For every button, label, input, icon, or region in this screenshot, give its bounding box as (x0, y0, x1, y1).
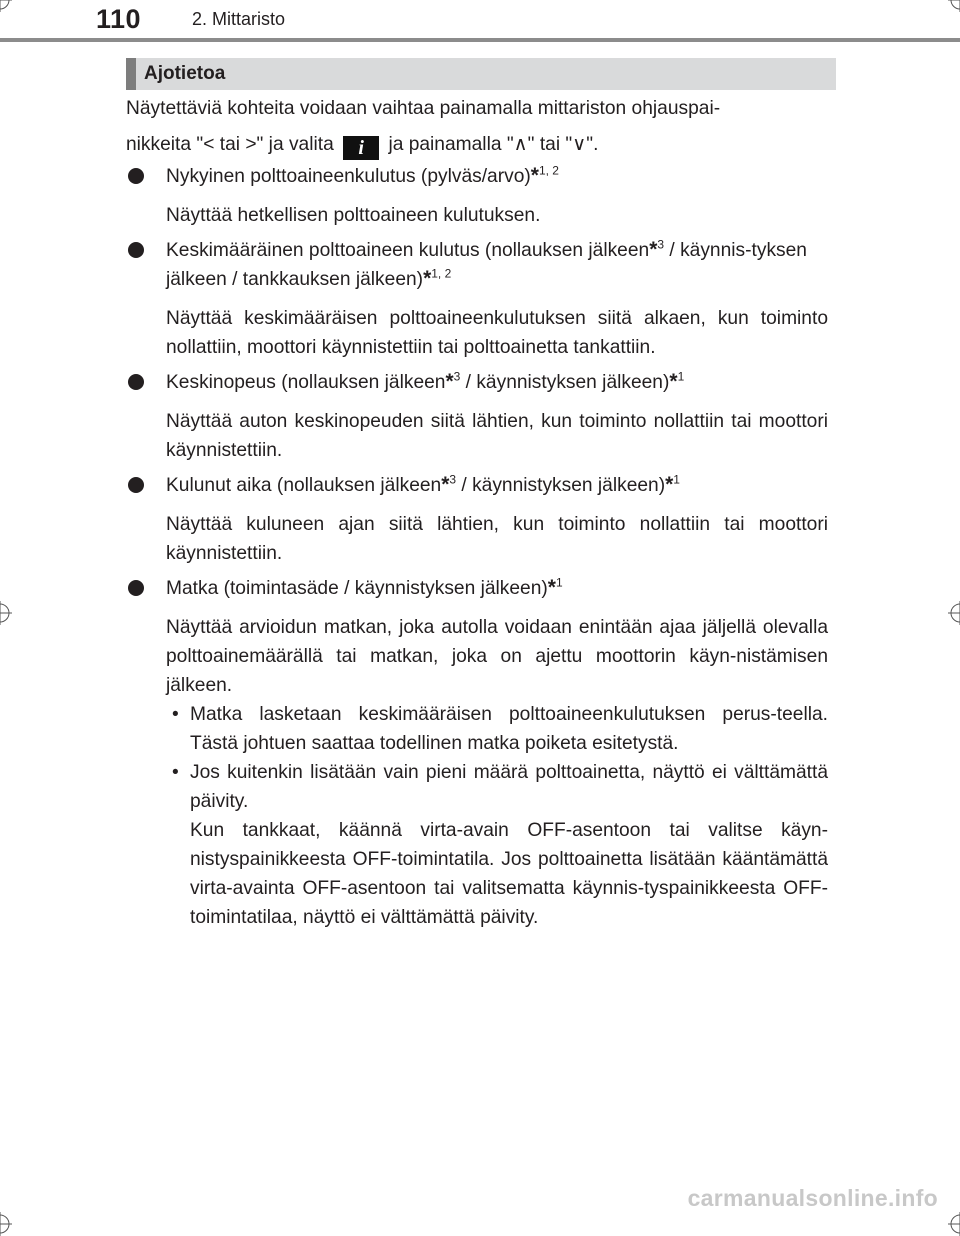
footnote-star: * (665, 473, 674, 496)
footnote-star: * (547, 576, 556, 599)
sub-bullet (126, 758, 828, 816)
bullet-dot-icon (128, 580, 144, 596)
section-heading-bar (126, 58, 836, 90)
intro-line-2-end: ja painamalla "∧" tai "∨". (388, 134, 599, 155)
item-description: Näyttää hetkellisen polttoaineen kulutuksen. (166, 205, 541, 226)
footnote-star: * (669, 370, 678, 393)
item-title-cont: / käynnistyksen jälkeen) (460, 372, 670, 393)
bullet-dot-icon (128, 168, 144, 184)
sub-bullet-text: Matka lasketaan keskimääräisen polttoaineenkulutuksen perus-teella. Tästä johtuen saattaa todellinen matka poiketa esitetystä. (190, 704, 828, 754)
item-title: Kulunut aika (nollauksen jälkeen (166, 475, 442, 496)
item-description: Näyttää arvioidun matkan, joka autolla voidaan enintään ajaa jäljellä olevalla polttoainemäärällä tai matkan, joka on ajettu moottorin käyn-nistämisen jälkeen. (166, 617, 828, 696)
footnote-ref: 1, 2 (538, 163, 559, 178)
bullet-dot-icon (128, 242, 144, 258)
footnote-ref: 1 (673, 472, 680, 487)
section-accent (126, 58, 136, 90)
bullet-dot-icon (128, 374, 144, 390)
list-item (126, 368, 828, 397)
sub-bullet-text: Jos kuitenkin lisätään vain pieni määrä polttoainetta, näyttö ei välttämättä päivity. (190, 762, 828, 812)
crop-mark-mid-right (948, 601, 960, 625)
intro-paragraph (126, 94, 828, 160)
crop-mark-top-right (948, 0, 960, 12)
sub-bullet (126, 700, 828, 758)
sub-bullet-followup: Kun tankkaat, käännä virta-avain OFF-asentoon tai valitse käyn-nistyspainikkeesta OFF-toimintatila. Jos polttoainetta lisätään kääntämättä virta-avainta OFF-asentoon tai valitsematta käynnis-tyspainikkeesta OFF-toimintatilaa, näyttö ei välttämättä päivity. (190, 820, 828, 928)
list-item (126, 574, 828, 603)
footnote-star: * (649, 238, 658, 261)
item-title-cont: / käynnistyksen jälkeen) (456, 475, 666, 496)
intro-line-2-start: nikkeita "< tai >" ja valita (126, 134, 334, 155)
footnote-ref: 1, 2 (431, 266, 452, 281)
header-rule (0, 38, 960, 42)
info-icon: i (343, 136, 379, 160)
footnote-star: * (530, 164, 539, 187)
crop-mark-bottom-right (948, 1212, 960, 1236)
footnote-star: * (441, 473, 450, 496)
footnote-star: * (423, 267, 432, 290)
footnote-ref: 3 (657, 237, 665, 252)
crop-mark-top-left (0, 0, 12, 12)
page-number: 110 (96, 4, 142, 34)
footnote-ref: 3 (453, 369, 461, 384)
footnote-ref: 1 (677, 369, 685, 384)
bullet-dot-icon (128, 477, 144, 493)
footnote-ref: 3 (449, 472, 457, 487)
list-item (126, 236, 828, 294)
crop-mark-bottom-left (0, 1212, 12, 1236)
footnote-ref: 1 (555, 575, 563, 590)
sub-bullet-mark: • (172, 762, 179, 783)
intro-line-1: Näytettäviä kohteita voidaan vaihtaa painamalla mittariston ohjauspai- (126, 98, 721, 119)
footnote-star: * (445, 370, 454, 393)
item-description: Näyttää keskimääräisen polttoaineenkulutuksen siitä alkaen, kun toiminto nollattiin, moottori käynnistettiin tai polttoainetta tankattiin. (166, 308, 828, 358)
item-title: Keskinopeus (nollauksen jälkeen (166, 372, 446, 393)
item-title-cont: / käynnis-tyksen jälkeen / tankkauksen jälkeen) (166, 240, 807, 290)
item-title: Keskimääräinen polttoaineen kulutus (nollauksen jälkeen (166, 240, 650, 261)
item-description: Näyttää kuluneen ajan siitä lähtien, kun toiminto nollattiin tai moottori käynnistettiin. (166, 514, 828, 564)
list-item (126, 471, 828, 500)
list-item (126, 162, 828, 191)
item-title: Matka (toimintasäde / käynnistyksen jälkeen) (166, 578, 548, 599)
watermark: carmanualsonline.info (687, 1185, 938, 1211)
chapter-title: 2. Mittaristo (192, 9, 286, 29)
sub-bullet-mark: • (172, 704, 179, 725)
section-title: Ajotietoa (144, 63, 226, 84)
main-content (126, 94, 828, 932)
intro-line-2 (126, 130, 828, 160)
item-title: Nykyinen polttoaineenkulutus (pylväs/arvo) (166, 166, 531, 187)
item-description: Näyttää auton keskinopeuden siitä lähtien, kun toiminto nollattiin tai moottori käynnistettiin. (166, 411, 828, 461)
crop-mark-mid-left (0, 601, 12, 625)
